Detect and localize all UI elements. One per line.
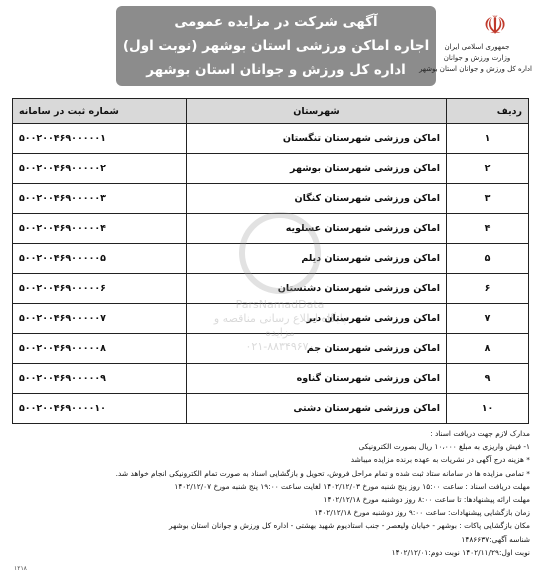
row-number: ۵ (447, 244, 529, 274)
ad-header (0, 4, 540, 100)
table-header-row (13, 99, 529, 124)
table-row (13, 124, 529, 154)
table-row (13, 304, 529, 334)
note-line: * هزینه درج آگهی در نشریات به عهده برنده مزایده میباشد (350, 455, 530, 465)
watermark-subtitle: پایگاه اطلاع رسانی مناقصه و مزایده (213, 312, 347, 339)
row-city: اماکن ورزشی شهرستان تنگستان (187, 124, 447, 154)
ad-title-line-2: اجاره اماکن ورزشی استان بوشهر (نوبت اول) (122, 38, 430, 54)
org-line-3: اداره کل ورزش و جوانان استان بوشهر (419, 65, 532, 73)
note-line: ۱- فیش واریزی به مبلغ ۱۰،۰۰۰ ریال بصورت الکترونیکی (358, 442, 530, 452)
page-number: ۱۲۱۸ (14, 565, 27, 572)
watermark-brand: ParsNamadData (235, 298, 325, 311)
row-number: ۳ (447, 184, 529, 214)
row-city: اماکن ورزشی شهرستان جم (187, 334, 447, 364)
row-reg-code: ۵۰۰۲۰۰۴۶۹۰۰۰۰۰۸ (13, 334, 187, 364)
row-reg-code: ۵۰۰۲۰۰۴۶۹۰۰۰۰۰۹ (13, 364, 187, 394)
row-reg-code: ۵۰۰۲۰۰۴۶۹۰۰۰۰۰۱ (13, 124, 187, 154)
header-city: شهرستان (187, 99, 447, 124)
row-city: اماکن ورزشی شهرستان دشتی (187, 394, 447, 424)
table-row (13, 214, 529, 244)
row-number: ۲ (447, 154, 529, 184)
table-row (13, 154, 529, 184)
table-row (13, 364, 529, 394)
note-line: نوبت اول:۱۴۰۲/۱۱/۲۹ نوبت دوم:۱۴۰۲/۱۲/۰۱ (391, 547, 530, 557)
org-line-2: وزارت ورزش و جوانان (443, 54, 511, 62)
note-line: مدارک لازم جهت دریافت اسناد : (430, 429, 530, 438)
table-row (13, 274, 529, 304)
row-number: ۹ (447, 364, 529, 394)
table-row (13, 334, 529, 364)
org-line-1: جمهوری اسلامی ایران (444, 43, 510, 51)
row-city: اماکن ورزشی شهرستان دشتستان (187, 274, 447, 304)
row-city: اماکن ورزشی شهرستان بوشهر (187, 154, 447, 184)
row-city: اماکن ورزشی شهرستان دیر (187, 304, 447, 334)
row-reg-code: ۵۰۰۲۰۰۴۶۹۰۰۰۰۰۵ (13, 244, 187, 274)
row-number: ۱ (447, 124, 529, 154)
row-city: اماکن ورزشی شهرستان دیلم (187, 244, 447, 274)
auction-table (12, 98, 529, 424)
header-reg-no: شماره ثبت در سامانه (13, 99, 187, 124)
row-reg-code: ۵۰۰۲۰۰۴۶۹۰۰۰۰۰۲ (13, 154, 187, 184)
note-line: زمان بازگشایی پیشنهادات: ساعت ۹:۰۰ روز دوشنبه مورخ ۱۴۰۲/۱۲/۱۸ (314, 508, 530, 518)
row-number: ۶ (447, 274, 529, 304)
row-number: ۱۰ (447, 394, 529, 424)
note-line: مهلت دریافت اسناد : ساعت ۱۵:۰۰ روز پنج شنبه مورخ ۱۴۰۲/۱۲/۰۳ لغایت ساعت ۱۹:۰۰ پنج شنبه مورخ ۱۴۰۲/۱۲/۰۷ (174, 481, 530, 491)
note-line: مهلت ارائه پیشنهادها: تا ساعت ۸:۰۰ روز دوشنبه مورخ ۱۴۰۲/۱۲/۱۸ (323, 495, 530, 505)
ad-notes (10, 427, 530, 559)
note-line: مکان بازگشایی پاکات : بوشهر - خیابان ولیعصر - جنب استادیوم شهید بهشتی - اداره کل ورزش و جوانان استان بوشهر (169, 521, 530, 531)
note-line: * تمامی مزایده ها در سامانه ستاد ثبت شده و تمام مراحل فروش، تحویل و بازگشایی اسناد به صورت تمام الکترونیکی انجام خواهد شد. (115, 468, 530, 478)
row-city: اماکن ورزشی شهرستان کنگان (187, 184, 447, 214)
row-reg-code: ۵۰۰۲۰۰۴۶۹۰۰۰۰۰۴ (13, 214, 187, 244)
row-city: اماکن ورزشی شهرستان گناوه (187, 364, 447, 394)
row-number: ۴ (447, 214, 529, 244)
note-line: شناسه آگهی:۱۴۸۶۶۳۷ (461, 534, 530, 544)
table-row (13, 394, 529, 424)
ad-title-line-3: اداره کل ورزش و جوانان استان بوشهر (146, 62, 406, 78)
iran-emblem-icon: ☫ (483, 11, 507, 41)
table-row (13, 244, 529, 274)
row-city: اماکن ورزشی شهرستان عسلویه (187, 214, 447, 244)
row-number: ۸ (447, 334, 529, 364)
row-reg-code: ۵۰۰۲۰۰۴۶۹۰۰۰۰۰۳ (13, 184, 187, 214)
row-reg-code: ۵۰۰۲۰۰۴۶۹۰۰۰۰۰۷ (13, 304, 187, 334)
row-reg-code: ۵۰۰۲۰۰۴۶۹۰۰۰۰۱۰ (13, 394, 187, 424)
table-row (13, 184, 529, 214)
ad-title-line-1: آگهی شرکت در مزایده عمومی (174, 14, 378, 30)
row-reg-code: ۵۰۰۲۰۰۴۶۹۰۰۰۰۰۶ (13, 274, 187, 304)
org-logo-text (419, 42, 532, 75)
watermark-phone: ۰۲۱-۸۸۳۴۹۶۷۰ (245, 340, 315, 353)
row-number: ۷ (447, 304, 529, 334)
ad-title-box (116, 6, 436, 86)
header-row-no: ردیف (447, 99, 529, 124)
